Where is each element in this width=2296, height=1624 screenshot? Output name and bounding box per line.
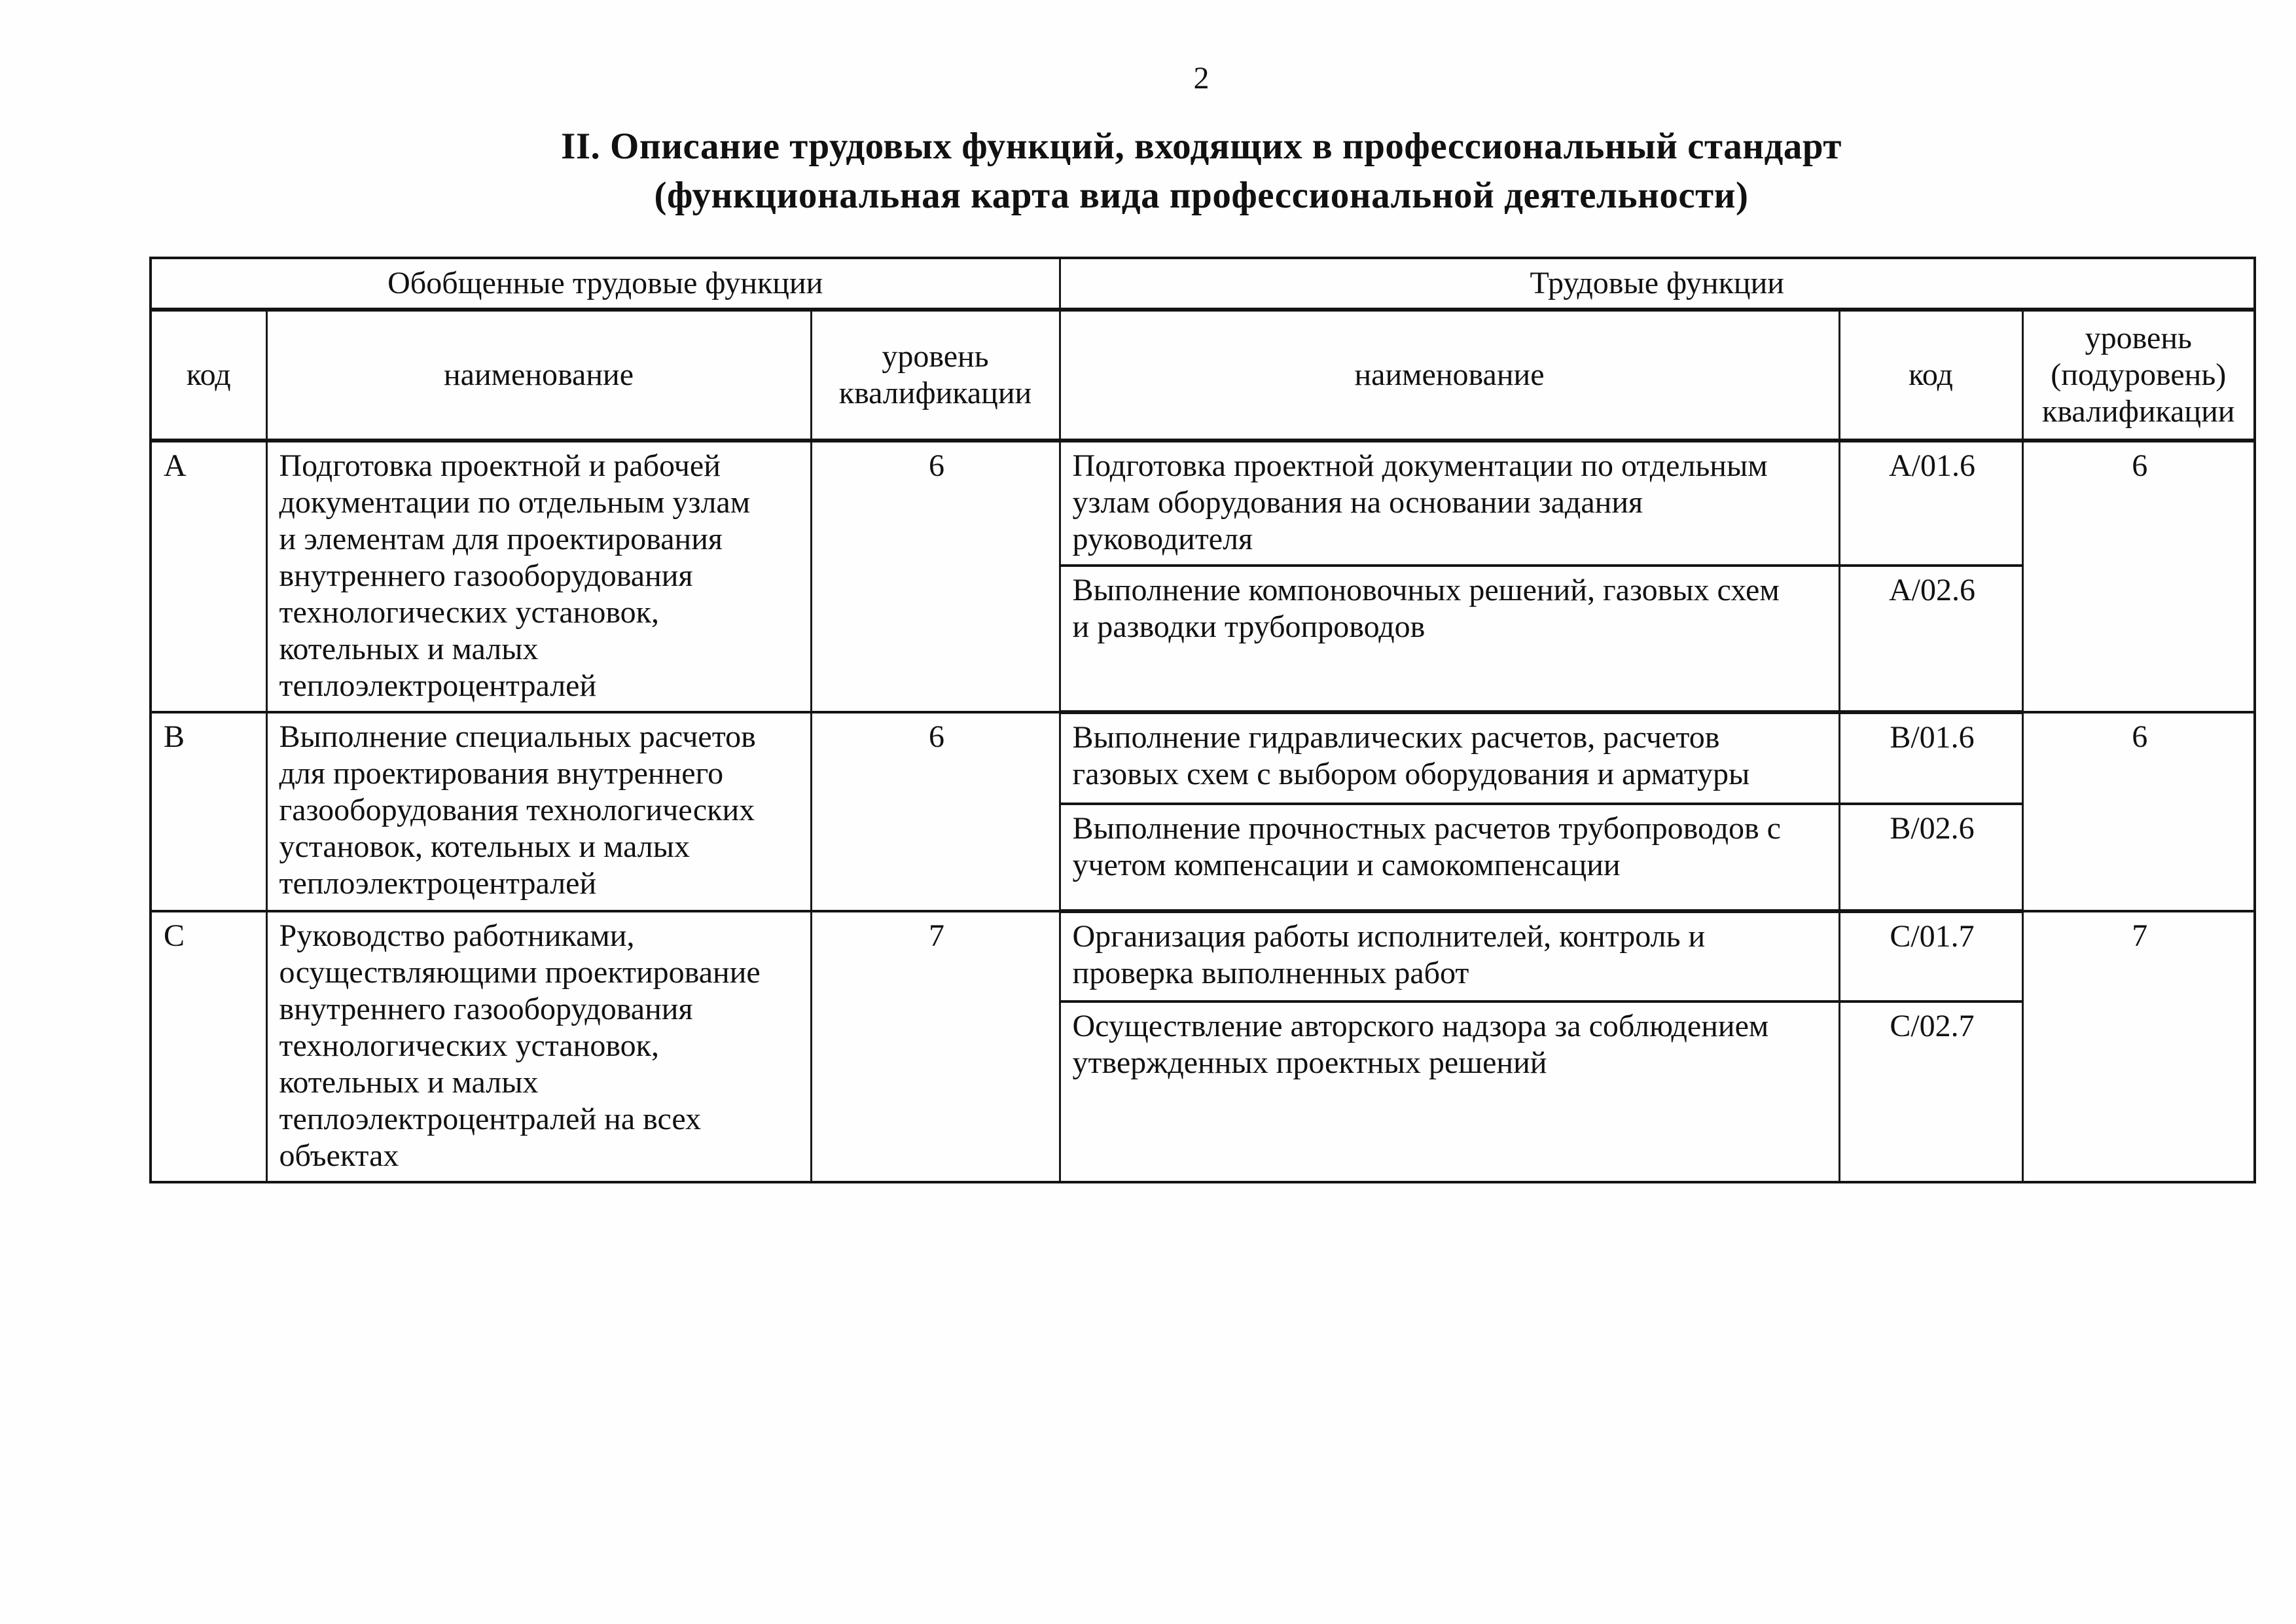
tf-name-c02: Осуществление авторского надзора за соблюдением утвержденных проектных решений xyxy=(1060,1001,1839,1183)
gtf-level-c: 7 xyxy=(811,911,1060,1182)
tf-name-b01: Выполнение гидравлических расчетов, расчетов газовых схем с выбором оборудования и арматуры xyxy=(1060,712,1839,804)
tf-code-a02: A/02.6 xyxy=(1839,566,2022,712)
gtf-code-c: C xyxy=(151,911,266,1182)
table-row xyxy=(151,441,2255,566)
tf-sublevel-a: 6 xyxy=(2022,441,2255,712)
tf-sublevel-b: 6 xyxy=(2022,712,2255,911)
col-header-gtf-code: код xyxy=(151,310,266,441)
col-header-tf-sublevel: уровень (подуровень) квалификации xyxy=(2022,310,2255,441)
tf-sublevel-c: 7 xyxy=(2022,911,2255,1182)
page-content xyxy=(149,0,2253,1183)
section-title xyxy=(149,122,2253,220)
group-header-generalized-functions: Обобщенные трудовые функции xyxy=(151,258,1060,310)
tf-code-b02: B/02.6 xyxy=(1839,804,2022,911)
tf-code-c01: C/01.7 xyxy=(1839,911,2022,1001)
gtf-code-b: B xyxy=(151,712,266,911)
tf-name-c01: Организация работы исполнителей, контроль и проверка выполненных работ xyxy=(1060,911,1839,1001)
tf-code-c02: C/02.7 xyxy=(1839,1001,2022,1183)
functions-table xyxy=(149,257,2256,1183)
table-column-header-row xyxy=(151,310,2255,441)
page-number: 2 xyxy=(1193,61,1210,96)
tf-code-b01: B/01.6 xyxy=(1839,712,2022,804)
gtf-level-b: 6 xyxy=(811,712,1060,911)
table-row xyxy=(151,712,2255,804)
gtf-name-b: Выполнение специальных расчетов для проектирования внутреннего газооборудования технологических установок, котельных и малых теплоэлектроцентралей xyxy=(266,712,811,911)
col-header-gtf-name: наименование xyxy=(266,310,811,441)
section-title-line1: II. Описание трудовых функций, входящих в профессиональный стандарт xyxy=(561,126,1842,167)
col-header-tf-code: код xyxy=(1839,310,2022,441)
section-title-line2: (функциональная карта вида профессиональной деятельности) xyxy=(654,175,1749,217)
gtf-level-a: 6 xyxy=(811,441,1060,712)
table-row xyxy=(151,911,2255,1001)
col-header-tf-name: наименование xyxy=(1060,310,1839,441)
table-group-header-row xyxy=(151,258,2255,310)
gtf-code-a: A xyxy=(151,441,266,712)
gtf-name-c: Руководство работниками, осуществляющими проектирование внутреннего газооборудования технологических установок, котельных и малых теплоэлектроцентралей на всех объектах xyxy=(266,911,811,1182)
col-header-gtf-level: уровень квалификации xyxy=(811,310,1060,441)
group-header-labor-functions: Трудовые функции xyxy=(1060,258,2255,310)
gtf-name-a: Подготовка проектной и рабочей документации по отдельным узлам и элементам для проектирования внутреннего газооборудования технологических установок, котельных и малых теплоэлектроцентралей xyxy=(266,441,811,712)
tf-name-b02: Выполнение прочностных расчетов трубопроводов с учетом компенсации и самокомпенсации xyxy=(1060,804,1839,911)
tf-name-a01: Подготовка проектной документации по отдельным узлам оборудования на основании задания руководителя xyxy=(1060,441,1839,566)
tf-code-a01: A/01.6 xyxy=(1839,441,2022,566)
tf-name-a02: Выполнение компоновочных решений, газовых схем и разводки трубопроводов xyxy=(1060,566,1839,712)
